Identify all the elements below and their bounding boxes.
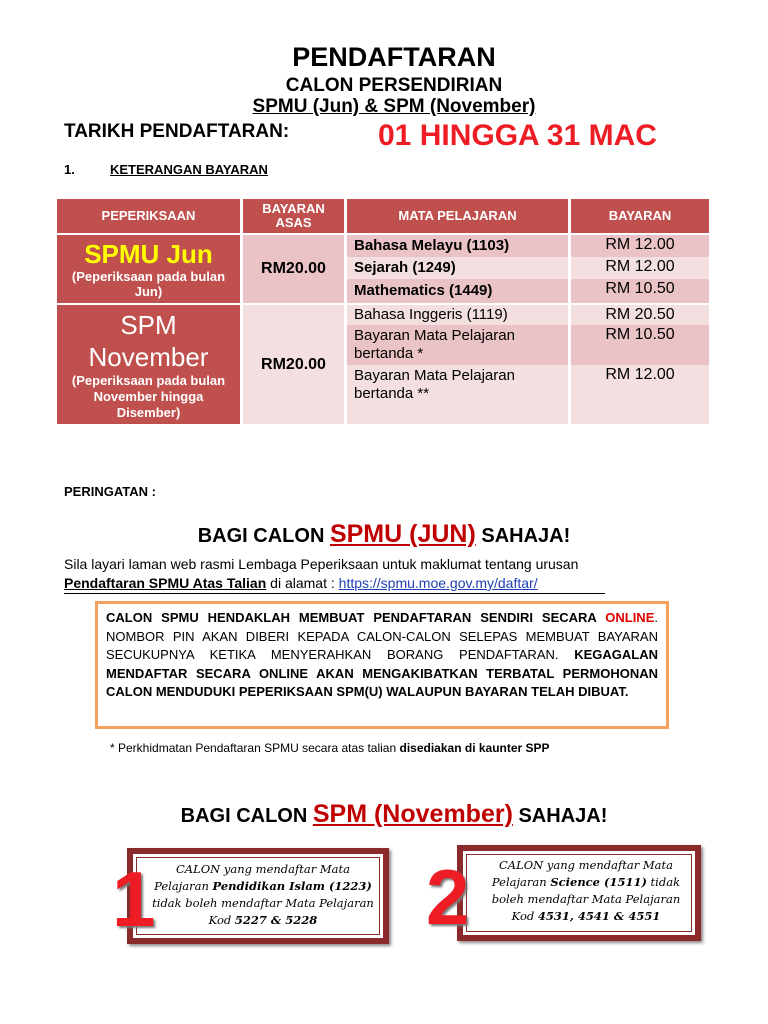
spm-note-2-frame [457, 845, 701, 941]
basic-fee-spm: RM20.00 [243, 305, 344, 424]
spmu-info-mid: di alamat : [266, 575, 339, 591]
spmu-heading-suffix: SAHAJA! [475, 525, 571, 547]
notice-part2: . NOMBOR PIN AKAN DIBERI KEPADA CALON-CALON SELEPAS MEMBUAT BAYARAN SECUKUPNYA KETIKA MENYERAHKAN BORANG PENDAFTARAN. [106, 610, 658, 662]
header-basic-fee: BAYARAN ASAS [243, 199, 344, 233]
exam-note-spmu: (Peperiksaan pada bulan Jun) [71, 268, 226, 299]
page-subtitle: CALON PERSENDIRIAN [285, 75, 503, 96]
subject-name: Bahasa Inggeris (1119) [347, 305, 568, 325]
subject-fee: RM 12.00 [571, 257, 709, 279]
page-title: PENDAFTARAN [292, 42, 496, 72]
note-1-b1: Pendidikan Islam (1223) [212, 879, 372, 893]
spm-note-2-text [481, 857, 691, 925]
note-2-b2: 4531, 4541 & 4551 [537, 909, 661, 923]
exam-cell-spm [57, 305, 240, 424]
subject-name: Sejarah (1249) [347, 257, 568, 279]
spmu-section-heading [0, 520, 768, 549]
spmu-heading-prefix: BAGI CALON [197, 525, 330, 547]
exam-names-text: SPMU (Jun) & SPM (November) [252, 96, 536, 117]
note-2-t2: tidak boleh mendaftar Mata Pelajaran Kod [491, 875, 681, 923]
spmu-heading-highlight: SPMU (JUN) [329, 520, 476, 548]
exam-cell-spmu [57, 235, 240, 303]
note-1-t1: CALON yang mendaftar Mata Pelajaran [154, 862, 350, 893]
section-number: 1. [64, 162, 75, 177]
spm-heading-prefix: BAGI CALON [180, 805, 313, 827]
spmu-info-text: Sila layari laman web rasmi Lembaga Peperiksaan untuk maklumat tentang urusan [64, 556, 579, 572]
spmu-info-bold: Pendaftaran SPMU Atas Talian [64, 575, 267, 591]
exam-names [0, 96, 768, 118]
basic-fee-spmu: RM20.00 [243, 235, 344, 303]
subject-fee: RM 12.00 [571, 235, 709, 257]
header-subject: MATA PELAJARAN [347, 199, 568, 233]
divider [64, 593, 605, 594]
notice-online: ONLINE [605, 610, 655, 625]
registration-date-value: 01 HINGGA 31 MAC [378, 119, 657, 152]
spm-section-heading [0, 800, 768, 829]
spm-note-1-text [149, 861, 377, 929]
subject-fee: RM 10.50 [571, 325, 709, 365]
subject-name: Bayaran Mata Pelajaran bertanda * [347, 325, 568, 365]
number-two-badge: 2 [426, 853, 470, 941]
number-one-badge: 1 [112, 855, 156, 943]
subject-fee: RM 20.50 [571, 305, 709, 325]
note-2-b1: Science (1511) [550, 875, 647, 889]
spm-note-1-frame [127, 848, 389, 944]
spmu-info-paragraph [64, 555, 704, 593]
notice-part3: KEGAGALAN MENDAFTAR SECARA ONLINE AKAN MENGAKIBATKAN TERBATAL PERMOHONAN CALON MENDUDUKI PEPERIKSAAN SPM(U) WALAUPUN BAYARAN TELAH DIBUAT. [106, 647, 658, 699]
note-1-b2: 5227 & 5228 [234, 913, 318, 927]
exam-name-spmu: SPMU Jun [84, 238, 213, 269]
registration-date-label: TARIKH PENDAFTARAN: [64, 121, 290, 142]
warning-label: PERINGATAN : [64, 484, 156, 499]
fee-table [57, 199, 709, 424]
spm-heading-highlight: SPM (November) [312, 800, 513, 828]
note-2-t1: CALON yang mendaftar Mata Pelajaran [491, 858, 673, 889]
exam-note-spm: (Peperiksaan pada bulan November hingga Disember) [71, 372, 226, 420]
notice-part1: CALON SPMU HENDAKLAH MEMBUAT PENDAFTARAN SENDIRI SECARA [106, 610, 606, 625]
spmu-footnote [110, 741, 550, 755]
subject-fee: RM 12.00 [571, 365, 709, 424]
subject-name: Bayaran Mata Pelajaran bertanda ** [347, 365, 568, 424]
header-fee: BAYARAN [571, 199, 709, 233]
exam-name-spm: SPM November [88, 309, 209, 372]
subject-name: Mathematics (1449) [347, 279, 568, 303]
subject-fee: RM 10.50 [571, 279, 709, 303]
section-title: KETERANGAN BAYARAN [110, 162, 268, 177]
footnote-text: * Perkhidmatan Pendaftaran SPMU secara atas talian [110, 741, 400, 755]
spmu-notice-box [95, 601, 669, 729]
spm-heading-suffix: SAHAJA! [512, 805, 608, 827]
subject-name: Bahasa Melayu (1103) [347, 235, 568, 257]
header-exam: PEPERIKSAAN [57, 199, 240, 233]
spmu-registration-link[interactable]: https://spmu.moe.gov.my/daftar/ [338, 575, 538, 591]
footnote-bold: disediakan di kaunter SPP [399, 741, 550, 755]
note-1-t2: tidak boleh mendaftar Mata Pelajaran Kod [152, 896, 374, 927]
